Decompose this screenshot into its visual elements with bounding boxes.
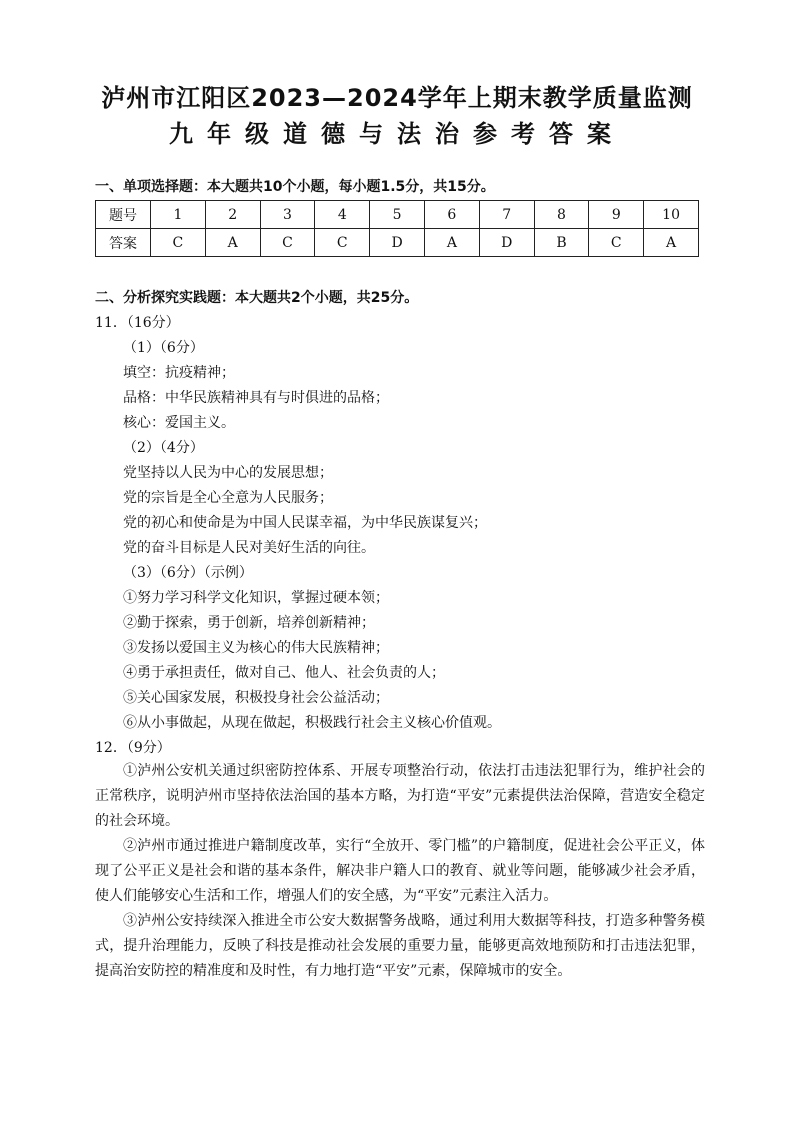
- q11-part3-line: ④勇于承担责任，做对自己、他人、社会负责的人；: [123, 665, 445, 681]
- q11-part2-line: 党坚持以人民为中心的发展思想；: [123, 465, 333, 481]
- answer-cell: C: [315, 229, 370, 257]
- q12-paragraph: ③泸州公安持续深入推进全市公安大数据警务战略，通过利用大数据等科技，打造多种警务模式，提升治理能力，反映了科技是推动社会发展的重要力量，能够更高效地预防和打击违法犯罪，提高治安防控的精准度和及时性，有力地打造“平安”元素，保障城市的安全。: [95, 913, 705, 979]
- question-number: 7: [479, 201, 534, 229]
- q11-part3-label: （3）（6分）（示例）: [123, 565, 253, 581]
- row-label-answer: 答案: [96, 229, 151, 257]
- question-number: 10: [644, 201, 699, 229]
- document-subtitle: 九年级道德与法治参考答案: [169, 120, 625, 148]
- q11-part2-label: （2）（4分）: [123, 440, 204, 456]
- question-number: 5: [370, 201, 425, 229]
- question-number: 1: [151, 201, 206, 229]
- answer-cell: B: [534, 229, 589, 257]
- question-number: 4: [315, 201, 370, 229]
- q11-part3-line: ②勤于探索，勇于创新，培养创新精神；: [123, 615, 375, 631]
- q11-part1-line: 核心：爱国主义。: [123, 415, 235, 431]
- question-number: 8: [534, 201, 589, 229]
- q11-part3-line: ③发扬以爱国主义为核心的伟大民族精神；: [123, 640, 389, 656]
- answer-cell: A: [644, 229, 699, 257]
- q11-part3-line: ①努力学习科学文化知识，掌握过硬本领；: [123, 590, 389, 606]
- q11-part1-line: 填空：抗疫精神；: [123, 365, 235, 381]
- q12-paragraph: ②泸州市通过推进户籍制度改革，实行“全放开、零门槛”的户籍制度，促进社会公平正义，体现了公平正义是社会和谐的基本条件，解决非户籍人口的教育、就业等问题，能够减少社会矛盾，使人们能够安心生活和工作，增强人们的安全感，为“平安”元素注入活力。: [95, 838, 705, 904]
- table-row-answers: [96, 229, 699, 257]
- answer-cell: A: [424, 229, 479, 257]
- answer-table: [95, 200, 699, 257]
- answer-cell: C: [260, 229, 315, 257]
- section2-heading: 二、分析探究实践题：本大题共2个小题，共25分。: [95, 290, 419, 306]
- q11-part2-line: 党的宗旨是全心全意为人民服务；: [123, 490, 333, 506]
- q11-part1-label: （1）（6分）: [123, 340, 204, 356]
- table-row-numbers: [96, 201, 699, 229]
- q12-label: 12．（9分）: [95, 740, 171, 756]
- q11-part3-line: ⑤关心国家发展，积极投身社会公益活动；: [123, 690, 389, 706]
- answer-cell: D: [370, 229, 425, 257]
- q11-part1-line: 品格：中华民族精神具有与时俱进的品格；: [123, 390, 389, 406]
- q11-part2-line: 党的初心和使命是为中国人民谋幸福，为中华民族谋复兴；: [123, 515, 487, 531]
- document-title: 泸州市江阳区2023—2024学年上期末教学质量监测: [101, 84, 693, 112]
- q11-label: 11．（16分）: [95, 315, 180, 331]
- section1-heading: 一、单项选择题：本大题共10个小题，每小题1.5分，共15分。: [95, 179, 495, 195]
- question-number: 9: [589, 201, 644, 229]
- question-number: 3: [260, 201, 315, 229]
- q12-paragraph: ①泸州公安机关通过织密防控体系、开展专项整治行动，依法打击违法犯罪行为，维护社会的正常秩序，说明泸州市坚持依法治国的基本方略，为打造“平安”元素提供法治保障，营造安全稳定的社会环境。: [95, 763, 705, 829]
- q11-part3-line: ⑥从小事做起，从现在做起，积极践行社会主义核心价值观。: [123, 715, 501, 731]
- question-number: 2: [205, 201, 260, 229]
- row-label-number: 题号: [96, 201, 151, 229]
- answer-cell: A: [205, 229, 260, 257]
- q11-part2-line: 党的奋斗目标是人民对美好生活的向往。: [123, 540, 375, 556]
- answer-cell: C: [151, 229, 206, 257]
- answer-cell: D: [479, 229, 534, 257]
- question-number: 6: [424, 201, 479, 229]
- answer-cell: C: [589, 229, 644, 257]
